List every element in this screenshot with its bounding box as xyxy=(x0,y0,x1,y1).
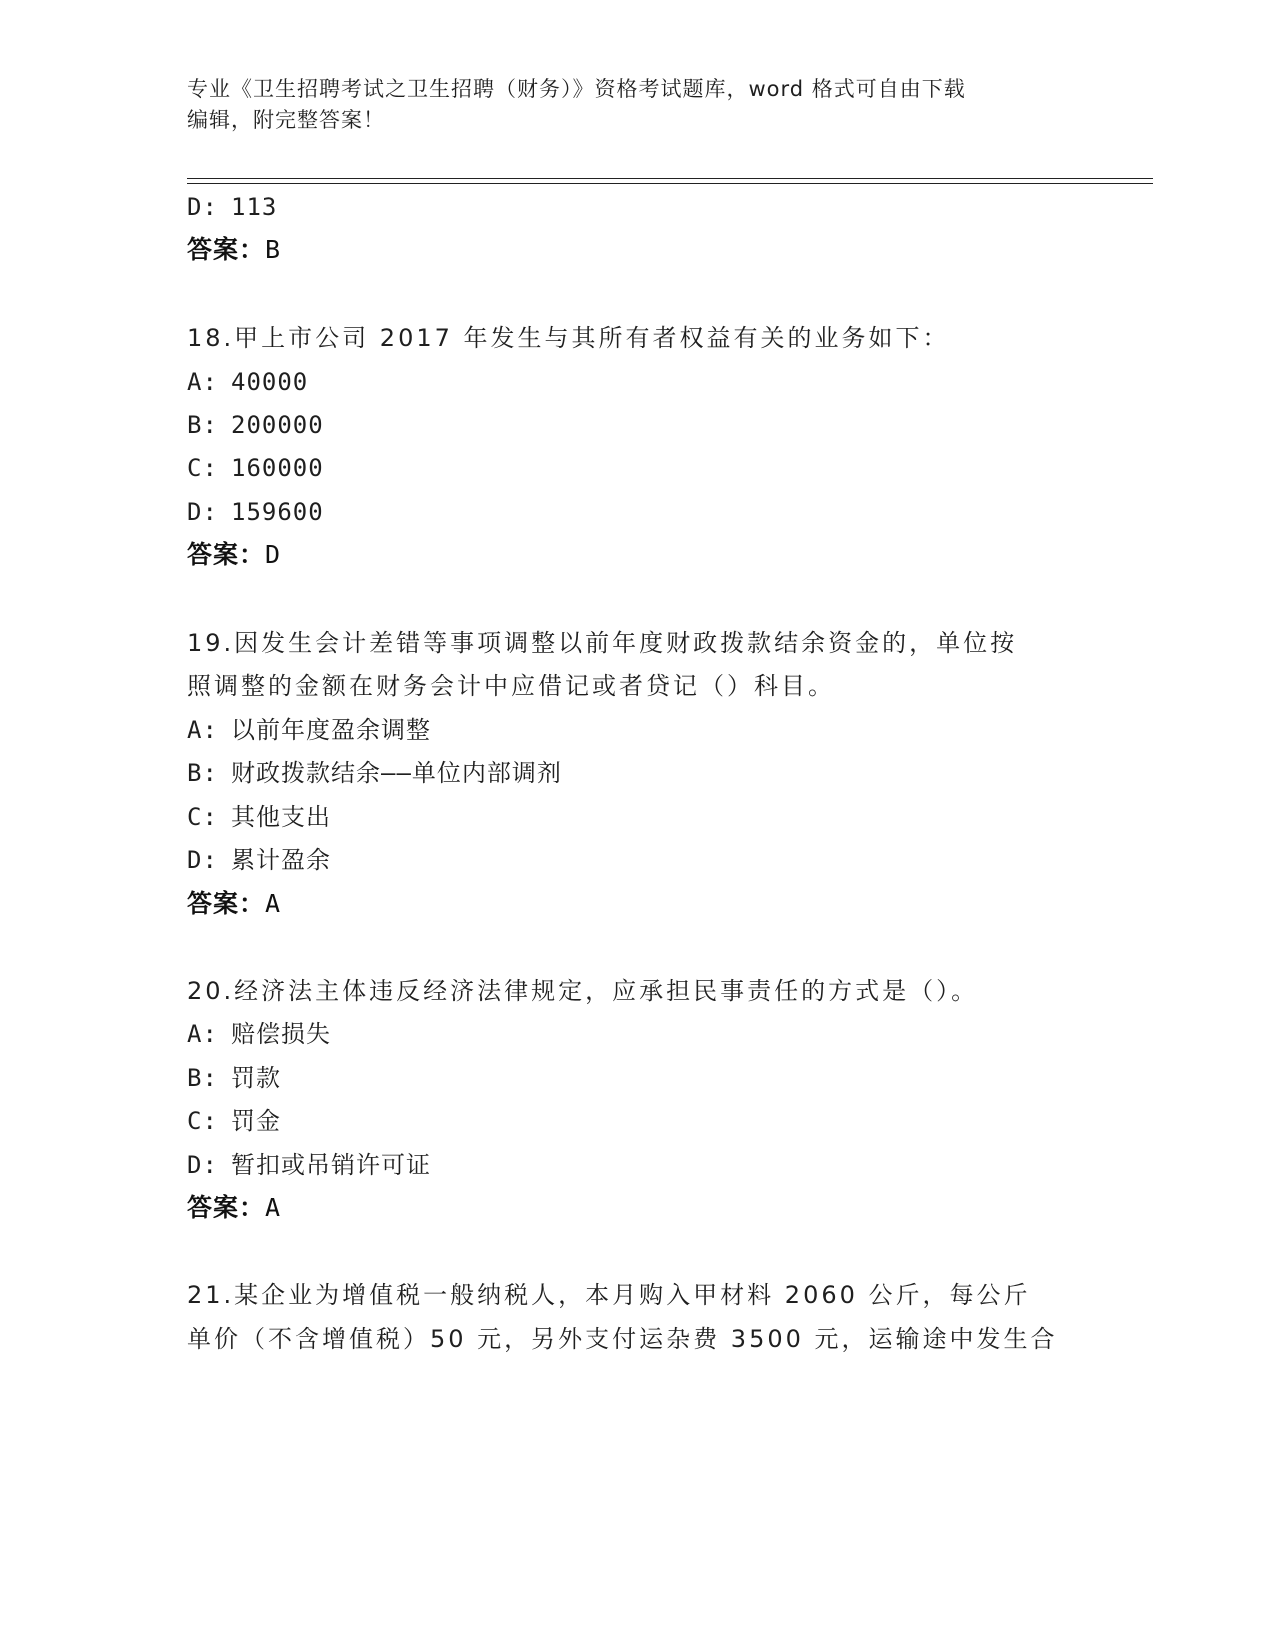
option-label: A: xyxy=(187,1020,218,1048)
question-19-option-a xyxy=(187,715,431,745)
document-header xyxy=(187,74,1087,136)
option-text: 40000 xyxy=(231,368,309,396)
answer-value: B xyxy=(265,235,282,264)
option-text: 159600 xyxy=(231,498,324,526)
question-20-option-c xyxy=(187,1106,281,1136)
answer-value: A xyxy=(265,1193,282,1222)
question-19-option-d xyxy=(187,845,331,875)
answer-value: D xyxy=(265,540,282,569)
option-label: B: xyxy=(187,411,218,439)
option-label: C: xyxy=(187,803,218,831)
question-20-text: 20.经济法主体违反经济法律规定，应承担民事责任的方式是（）。 xyxy=(187,977,979,1005)
option-label: B: xyxy=(187,759,218,787)
question-19-answer xyxy=(187,889,281,919)
question-18-option-d xyxy=(187,497,324,527)
question-21-text-line-2: 单价（不含增值税）50 元，另外支付运杂费 3500 元，运输途中发生合 xyxy=(187,1325,1058,1353)
question-20-option-a xyxy=(187,1019,331,1049)
question-19-text-line-2: 照调整的金额在财务会计中应借记或者贷记（）科目。 xyxy=(187,672,835,700)
question-20-option-b xyxy=(187,1063,281,1093)
option-text: 暂扣或吊销许可证 xyxy=(231,1151,431,1179)
question-18-option-b xyxy=(187,410,324,440)
header-line-1: 专业《卫生招聘考试之卫生招聘（财务）》资格考试题库，word 格式可自由下载 xyxy=(187,77,966,101)
question-19-text-line-1: 19.因发生会计差错等事项调整以前年度财政拨款结余资金的，单位按 xyxy=(187,629,1018,657)
question-18-answer xyxy=(187,540,281,570)
option-label: C: xyxy=(187,1107,218,1135)
option-text: 113 xyxy=(231,193,278,221)
header-divider-top xyxy=(187,178,1153,179)
option-label: C: xyxy=(187,454,218,482)
option-label: A: xyxy=(187,368,218,396)
option-text: 其他支出 xyxy=(231,803,331,831)
option-label: A: xyxy=(187,716,218,744)
option-text: 财政拨款结余——单位内部调剂 xyxy=(231,759,562,787)
question-18-text: 18.甲上市公司 2017 年发生与其所有者权益有关的业务如下： xyxy=(187,324,950,352)
option-text: 赔偿损失 xyxy=(231,1020,331,1048)
option-text: 200000 xyxy=(231,411,324,439)
option-text: 罚金 xyxy=(231,1107,281,1135)
question-19-option-c xyxy=(187,802,331,832)
answer-label: 答案： xyxy=(187,1193,266,1222)
option-label: B: xyxy=(187,1064,218,1092)
question-21-text-line-1: 21.某企业为增值税一般纳税人，本月购入甲材料 2060 公斤，每公斤 xyxy=(187,1281,1031,1309)
option-label: D: xyxy=(187,498,218,526)
option-label: D: xyxy=(187,193,218,221)
question-18-option-a xyxy=(187,367,308,397)
header-line-2: 编辑，附完整答案！ xyxy=(187,108,385,132)
question-18-option-c xyxy=(187,453,324,483)
question-20-option-d xyxy=(187,1150,431,1180)
answer-value: A xyxy=(265,889,282,918)
question-20-answer xyxy=(187,1193,281,1223)
answer-label: 答案： xyxy=(187,889,266,918)
option-label: D: xyxy=(187,846,218,874)
header-divider-bottom xyxy=(187,183,1153,184)
answer-label: 答案： xyxy=(187,235,266,264)
option-text: 罚款 xyxy=(231,1064,281,1092)
prev-answer xyxy=(187,235,281,265)
option-text: 以前年度盈余调整 xyxy=(231,716,431,744)
question-19-option-b xyxy=(187,758,562,788)
answer-label: 答案： xyxy=(187,540,266,569)
option-text: 累计盈余 xyxy=(231,846,331,874)
option-text: 160000 xyxy=(231,454,324,482)
option-label: D: xyxy=(187,1151,218,1179)
prev-option-d xyxy=(187,192,277,222)
